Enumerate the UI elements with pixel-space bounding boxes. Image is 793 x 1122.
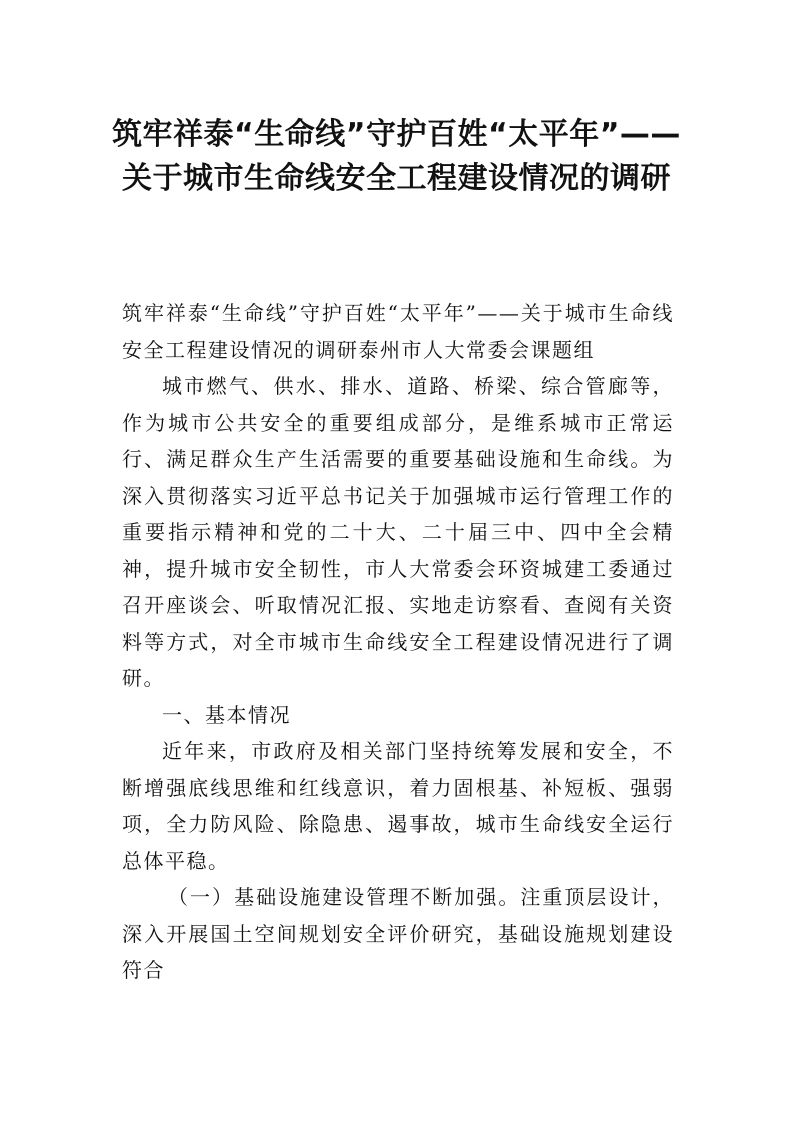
subtitle-paragraph: 筑牢祥泰“生命线”守护百姓“太平年”——关于城市生命线安全工程建设情况的调研泰州市人大常委会课题组: [122, 301, 674, 362]
intro-paragraph: 城市燃气、供水、排水、道路、桥梁、综合管廊等，作为城市公共安全的重要组成部分，是维系城市正常运行、满足群众生产生活需要的重要基础设施和生命线。为深入贯彻落实习近平总书记关于加强城市运行管理工作的重要指示精神和党的二十大、二十届三中、四中全会精神，提升城市安全韧性，市人大常委会环资城建工委通过召开座谈会、听取情况汇报、实地走访察看、查阅有关资料等方式，对全市城市生命线安全工程建设情况进行了调研。: [122, 374, 674, 690]
document-body: [122, 295, 674, 989]
section-heading-basic-situation: 一、基本情况: [162, 702, 291, 727]
subsection-paragraph-1: （一）基础设施建设管理不断加强。注重顶层设计，深入开展国土空间规划安全评价研究，基础设施规划建设符合: [122, 885, 674, 982]
document-title: 筑牢祥泰“生命线”守护百姓“太平年”——关于城市生命线安全工程建设情况的调研: [112, 117, 681, 196]
overview-paragraph: 近年来，市政府及相关部门坚持统筹发展和安全，不断增强底线思维和红线意识，着力固根基、补短板、强弱项，全力防风险、除隐患、遏事故，城市生命线安全运行总体平稳。: [122, 739, 674, 873]
